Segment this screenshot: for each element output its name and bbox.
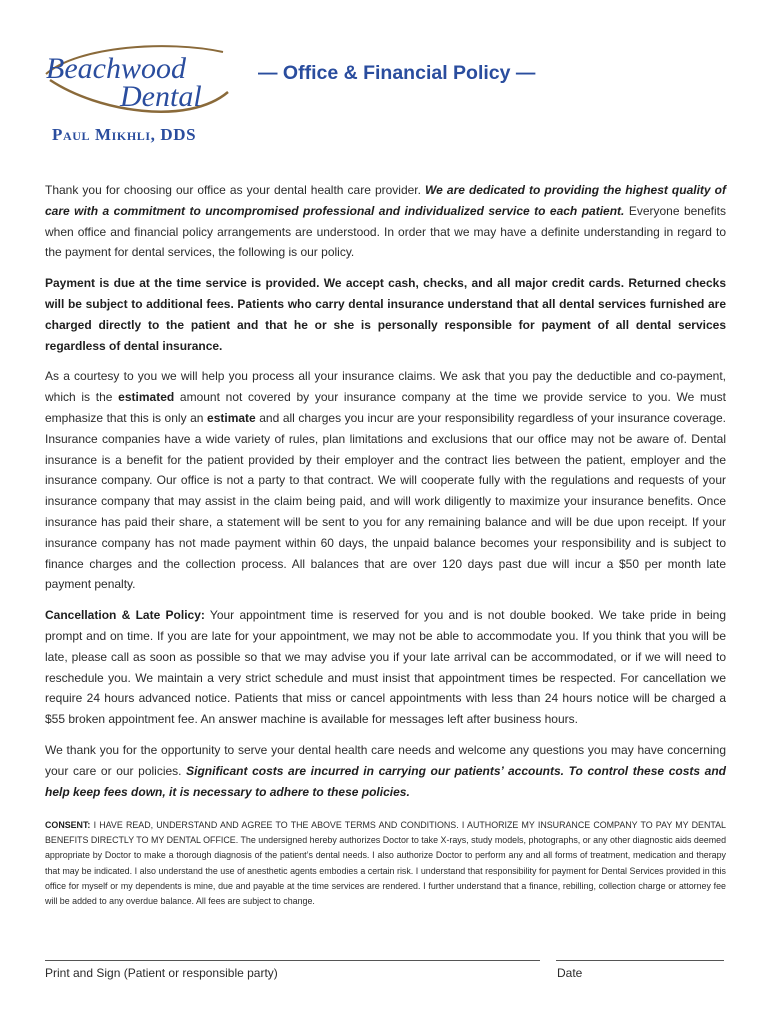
cancellation-paragraph: Cancellation & Late Policy: Your appointment time is reserved for you and is not double booked. We take pride in being prompt and on time. If you are late for your appointment, we may not be able to accommodate you. If you think that you will be late, please call as soon as possible so that we may advise you if your late arrival can be accommodated, or if we will need to reschedule you. We maintain a very strict schedule and must insist that appointment times be respected. For cancellation we require 24 hours advanced notice. Patients that miss or cancel appointments with less than 24 hours notice will be charged a $55 broken appointment fee. An answer machine is available for messages left after business hours. xyxy=(45,608,726,727)
signature-line[interactable] xyxy=(45,960,540,961)
logo-line1: Beachwood xyxy=(46,52,186,85)
date-label: Date xyxy=(557,966,583,980)
consent-paragraph: CONSENT: I HAVE READ, UNDERSTAND AND AGREE TO THE ABOVE TERMS AND CONDITIONS. I AUTHORIZE MY INSURANCE COMPANY TO PAY MY DENTAL BENEFITS DIRECTLY TO MY DENTAL OFFICE. The undersigned hereby authorizes Doctor to take X-rays, study models, photographs, or any other diagnostic aids deemed appropriate by Doctor to make a thorough diagnosis of the patient’s dental needs. I also authorize Doctor to perform any and all forms of treatment, medication and therapy that may be indicated. I also understand the use of anesthetic agents embodies a certain risk. I understand that responsibility for payment for Dental Services provided in this office for myself or my dependents is mine, due and payable at the time services are rendered. I further understand that a finance, rebilling, collection charge or attorney fee will be added to any overdue balance. All fees are subject to change. xyxy=(45,820,726,907)
insurance-paragraph: As a courtesy to you we will help you process all your insurance claims. We ask that you pay the deductible and co-payment, which is the estimated amount not covered by your insurance company at the time we provide service to you. We must emphasize that this is only an estimate and all charges you incur are your responsibility regardless of your insurance coverage. Insurance companies have a wide variety of rules, plan limitations and exclusions that our office may not be aware of. Dental insurance is a benefit for the patient provided by their employer and the contract lies between the patient, employer and the insurance company. Our office is not a party to that contract. We will cooperate fully with the regulations and requests of your insurance company that may assist in the claim being paid, and will work diligently to maximize your insurance benefits. Once insurance has paid their share, a statement will be sent to you for any remaining balance and will be due upon receipt. If your insurance company has not made payment within 60 days, the unpaid balance becomes your responsibility and is subject to finance charges and the collection process. All balances that are over 120 days past due will incur a $50 per month late payment penalty. xyxy=(45,369,727,592)
policy-body xyxy=(45,180,726,812)
doctor-name: Paul Mikhli, DDS xyxy=(52,125,197,144)
date-line[interactable] xyxy=(556,960,724,961)
thanks-paragraph: We thank you for the opportunity to serve your dental health care needs and welcome any questions you may have concerning your care or our policies. Significant costs are incurred in carrying our patients’ accounts. To control these costs and help keep fees down, it is necessary to adhere to these policies. xyxy=(45,742,726,799)
intro-paragraph: Thank you for choosing our office as your dental health care provider. We are dedicated to providing the highest quality of care with a commitment to uncompromised professional and individualized service to each patient. Everyone benefits when office and financial policy arrangements are understood. In order that we may have a definite understanding in regard to the payment for dental services, the following is our policy. xyxy=(45,183,726,260)
signature-label: Print and Sign (Patient or responsible party) xyxy=(45,966,278,980)
logo-line2: Dental xyxy=(120,80,202,113)
logo xyxy=(38,40,238,122)
page-title: — Office & Financial Policy — xyxy=(258,62,536,84)
payment-paragraph: Payment is due at the time service is provided. We accept cash, checks, and all major credit cards. Returned checks will be subject to additional fees. Patients who carry dental insurance understand that all dental services furnished are charged directly to the patient and that he or she is personally responsible for payment of all dental services regardless of dental insurance. xyxy=(45,276,726,353)
